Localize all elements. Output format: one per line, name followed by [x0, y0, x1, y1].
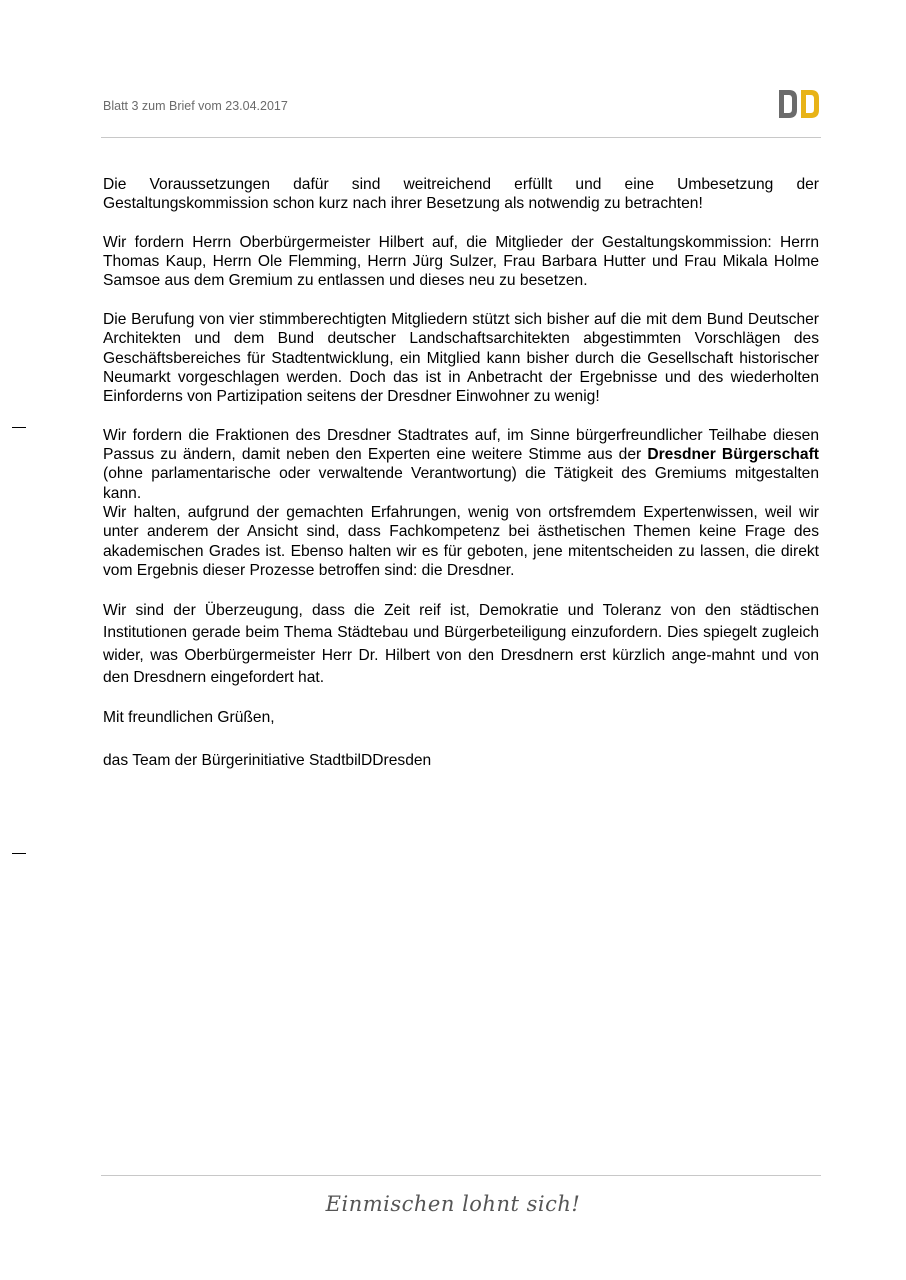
- closing-greeting: Mit freundlichen Grüßen,: [103, 708, 275, 726]
- footer-slogan: Einmischen lohnt sich!: [325, 1192, 581, 1216]
- paragraph-4-start: Wir fordern die Fraktionen des Dresdner Stadtrates auf, im Sinne bürgerfreundlicher Teilhabe diesen Passus zu ändern, damit neben den Experten eine weitere Stimme aus der: [103, 426, 819, 464]
- paragraph-2: Wir fordern Herrn Oberbürgermeister Hilbert auf, die Mitglieder der Gestaltungskommission: Herrn Thomas Kaup, Herrn Ole Flemming, Herrn Jürg Sulzer, Frau Barbara Hutter und Frau Mikala Holme Samsoe aus dem Gremium zu entlassen und dieses neu zu besetzen.: [103, 233, 819, 290]
- stadtbild-dd-logo: [778, 89, 822, 119]
- paragraph-1: Die Voraussetzungen dafür sind weitreichend erfüllt und eine Umbesetzung der Gestaltungskommission schon kurz nach ihrer Besetzung als notwendig zu betrachten!: [103, 176, 819, 213]
- paragraph-3: Die Berufung von vier stimmberechtigten Mitgliedern stützt sich bisher auf die mit dem Bund Deutscher Architekten und dem Bund deutscher Landschaftsarchitekten abgestimmten Vorschlägen des Geschäftsbereiches für Stadtentwicklung, ein Mitglied kann bisher durch die Gesellschaft historischer Neumarkt vorgeschlagen werden. Doch das ist in Anbetracht der Ergebnisse und des wiederholten Einforderns von Partizipation seitens der Dresdner Einwohner zu wenig!: [103, 311, 819, 406]
- fold-mark-bottom: [12, 853, 26, 854]
- footer-divider: [101, 1175, 821, 1176]
- paragraph-4: [103, 426, 819, 503]
- page-header-label: Blatt 3 zum Brief vom 23.04.2017: [103, 99, 288, 113]
- letter-closing: [103, 708, 819, 771]
- paragraph-6: Wir sind der Überzeugung, dass die Zeit reif ist, Demokratie und Toleranz von den städtischen Institutionen gerade beim Thema Städtebau und Bürgerbeteiligung einzufordern. Dies spiegelt zugleich wider, was Oberbürgermeister Herr Dr. Hilbert von den Dresdnern erst kürzlich ange-mahnt und von den Dresdnern eingefordert hat.: [103, 601, 819, 687]
- fold-mark-top: [12, 427, 26, 428]
- paragraph-4-end: (ohne parlamentarische oder verwaltende Verantwortung) die Tätigkeit des Gremiums mitgestalten kann.: [103, 465, 819, 502]
- emphasis-dresdner-buergerschaft: Dresdner Bürgerschaft: [647, 446, 819, 464]
- paragraph-5: Wir halten, aufgrund der gemachten Erfahrungen, wenig von ortsfremdem Expertenwissen, weil wir unter anderem der Ansicht sind, dass Fachkompetenz bei ästhetischen Themen keine Frage des akademischen Grades ist. Ebenso halten wir es für geboten, jene mitentscheiden zu lassen, die direkt vom Ergebnis dieser Prozesse betroffen sind: die Dresdner.: [103, 504, 819, 579]
- letter-body: [103, 175, 819, 771]
- header-divider: [101, 137, 821, 138]
- closing-signature: das Team der Bürgerinitiative StadtbilDDresden: [103, 752, 432, 770]
